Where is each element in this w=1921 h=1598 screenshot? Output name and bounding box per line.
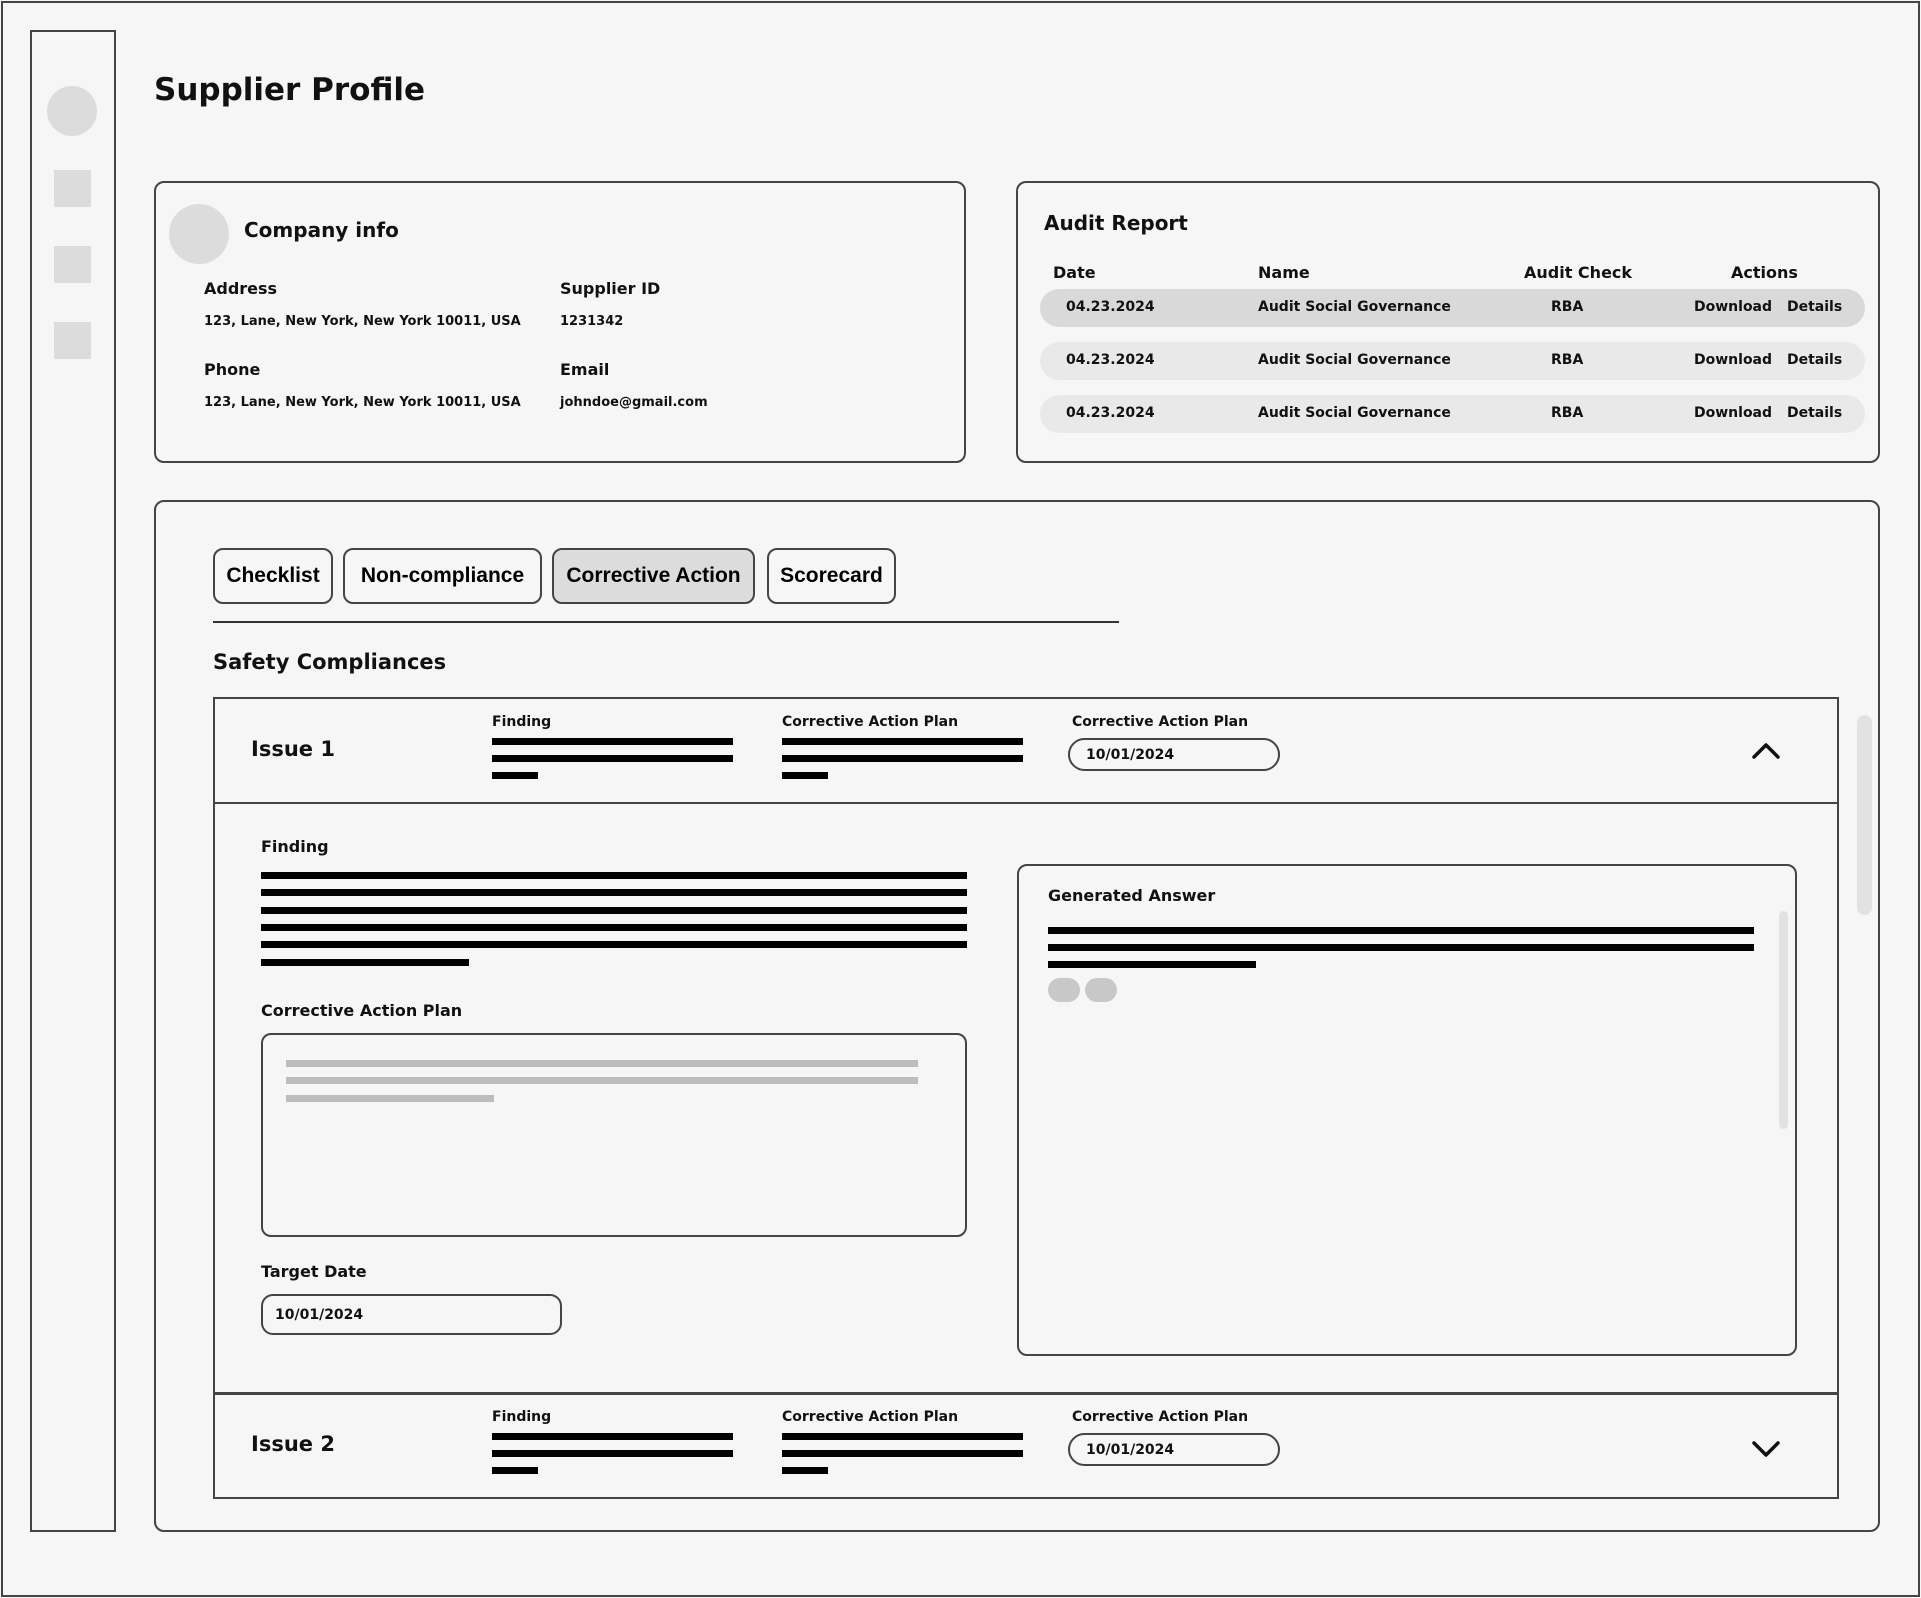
issue-finding-label: Finding bbox=[492, 1409, 552, 1425]
placeholder-line bbox=[286, 1095, 494, 1102]
download-link[interactable]: Download bbox=[1694, 405, 1773, 421]
issue-date-field[interactable]: 10/01/2024 bbox=[1068, 738, 1280, 771]
issue-accordion-2 bbox=[213, 1392, 1839, 1499]
finding-text-line bbox=[492, 772, 538, 779]
audit-row-name: Audit Social Governance bbox=[1258, 352, 1451, 368]
tab-non-compliance[interactable]: Non-compliance bbox=[343, 548, 542, 604]
phone-label: Phone bbox=[204, 360, 261, 379]
tab-corrective-action[interactable]: Corrective Action bbox=[552, 548, 755, 604]
audit-report-title: Audit Report bbox=[1044, 211, 1188, 235]
audit-row-name: Audit Social Governance bbox=[1258, 299, 1451, 315]
finding-text-line bbox=[492, 755, 733, 762]
main-scrollbar[interactable] bbox=[1857, 715, 1872, 915]
audit-row-check: RBA bbox=[1551, 405, 1584, 421]
phone-value: 123, Lane, New York, New York 10011, USA bbox=[204, 395, 521, 410]
company-info-title: Company info bbox=[244, 218, 399, 242]
finding-text-line bbox=[492, 1467, 538, 1474]
target-date-label: Target Date bbox=[261, 1262, 367, 1281]
section-title: Safety Compliances bbox=[213, 650, 447, 674]
tab-underline bbox=[213, 621, 1119, 623]
plan-text-line bbox=[782, 1467, 828, 1474]
finding-text-line bbox=[492, 738, 733, 745]
address-label: Address bbox=[204, 279, 278, 298]
finding-text-line bbox=[261, 959, 469, 966]
finding-text-line bbox=[261, 872, 967, 879]
company-info-card bbox=[154, 181, 966, 463]
sidebar bbox=[30, 30, 116, 1532]
address-value: 123, Lane, New York, New York 10011, USA bbox=[204, 314, 521, 329]
sidebar-nav-icon-3[interactable] bbox=[54, 322, 91, 359]
sidebar-nav-icon-2[interactable] bbox=[54, 246, 91, 283]
placeholder-line bbox=[286, 1060, 918, 1067]
audit-col-date: Date bbox=[1053, 263, 1096, 282]
issue-plan-label: Corrective Action Plan bbox=[782, 1409, 959, 1425]
placeholder-line bbox=[286, 1077, 918, 1084]
download-link[interactable]: Download bbox=[1694, 299, 1773, 315]
audit-row[interactable] bbox=[1040, 342, 1865, 380]
issue-name: Issue 2 bbox=[251, 1432, 335, 1456]
plan-text-line bbox=[782, 772, 828, 779]
target-date-field[interactable]: 10/01/2024 bbox=[261, 1294, 562, 1335]
generated-answer-box bbox=[1017, 864, 1797, 1356]
audit-row[interactable] bbox=[1040, 289, 1865, 327]
details-link[interactable]: Details bbox=[1787, 352, 1843, 368]
finding-text-line bbox=[261, 941, 967, 948]
finding-text-line bbox=[261, 889, 967, 896]
issue-date-label: Corrective Action Plan bbox=[1072, 1409, 1249, 1425]
audit-row-name: Audit Social Governance bbox=[1258, 405, 1451, 421]
supplier-id-value: 1231342 bbox=[560, 314, 624, 329]
issue-body bbox=[215, 802, 1837, 1393]
generated-answer-scrollbar[interactable] bbox=[1779, 911, 1788, 1129]
audit-row[interactable] bbox=[1040, 395, 1865, 433]
chevron-down-icon[interactable] bbox=[1751, 1438, 1781, 1460]
issue-finding-label: Finding bbox=[492, 714, 552, 730]
audit-col-check: Audit Check bbox=[1524, 263, 1633, 282]
audit-row-date: 04.23.2024 bbox=[1066, 299, 1155, 315]
generated-text-line bbox=[1048, 961, 1256, 968]
chevron-up-icon[interactable] bbox=[1751, 739, 1781, 761]
issue-date-field[interactable]: 10/01/2024 bbox=[1068, 1433, 1280, 1466]
company-avatar bbox=[169, 204, 229, 264]
plan-text-line bbox=[782, 738, 1023, 745]
issue-date-label: Corrective Action Plan bbox=[1072, 714, 1249, 730]
audit-row-check: RBA bbox=[1551, 352, 1584, 368]
issue-name: Issue 1 bbox=[251, 737, 335, 761]
tab-checklist[interactable]: Checklist bbox=[213, 548, 333, 604]
details-link[interactable]: Details bbox=[1787, 405, 1843, 421]
plan-text-line bbox=[782, 755, 1023, 762]
body-finding-label: Finding bbox=[261, 837, 329, 856]
generated-answer-label: Generated Answer bbox=[1048, 886, 1216, 905]
details-link[interactable]: Details bbox=[1787, 299, 1843, 315]
audit-row-date: 04.23.2024 bbox=[1066, 405, 1155, 421]
audit-report-card bbox=[1016, 181, 1880, 463]
body-plan-label: Corrective Action Plan bbox=[261, 1001, 463, 1020]
plan-text-line bbox=[782, 1433, 1023, 1440]
download-link[interactable]: Download bbox=[1694, 352, 1773, 368]
audit-col-name: Name bbox=[1258, 263, 1310, 282]
generated-action-button-2[interactable] bbox=[1085, 978, 1117, 1002]
email-label: Email bbox=[560, 360, 610, 379]
issue-header[interactable] bbox=[215, 699, 1837, 802]
sidebar-nav-icon-1[interactable] bbox=[54, 170, 91, 207]
corrective-plan-textarea[interactable] bbox=[261, 1033, 967, 1237]
generated-text-line bbox=[1048, 944, 1754, 951]
audit-row-date: 04.23.2024 bbox=[1066, 352, 1155, 368]
issue-header[interactable] bbox=[215, 1394, 1837, 1497]
finding-text-line bbox=[492, 1433, 733, 1440]
audit-col-actions: Actions bbox=[1731, 263, 1798, 282]
compliance-panel bbox=[154, 500, 1880, 1532]
finding-text-line bbox=[492, 1450, 733, 1457]
generated-text-line bbox=[1048, 927, 1754, 934]
audit-row-check: RBA bbox=[1551, 299, 1584, 315]
finding-text-line bbox=[261, 907, 967, 914]
tab-scorecard[interactable]: Scorecard bbox=[767, 548, 896, 604]
supplier-id-label: Supplier ID bbox=[560, 279, 661, 298]
generated-action-button-1[interactable] bbox=[1048, 978, 1080, 1002]
page-title: Supplier Profile bbox=[154, 72, 426, 108]
email-value: johndoe@gmail.com bbox=[560, 395, 708, 410]
issue-plan-label: Corrective Action Plan bbox=[782, 714, 959, 730]
sidebar-avatar[interactable] bbox=[47, 86, 97, 136]
issue-accordion-1 bbox=[213, 697, 1839, 1395]
finding-text-line bbox=[261, 924, 967, 931]
plan-text-line bbox=[782, 1450, 1023, 1457]
